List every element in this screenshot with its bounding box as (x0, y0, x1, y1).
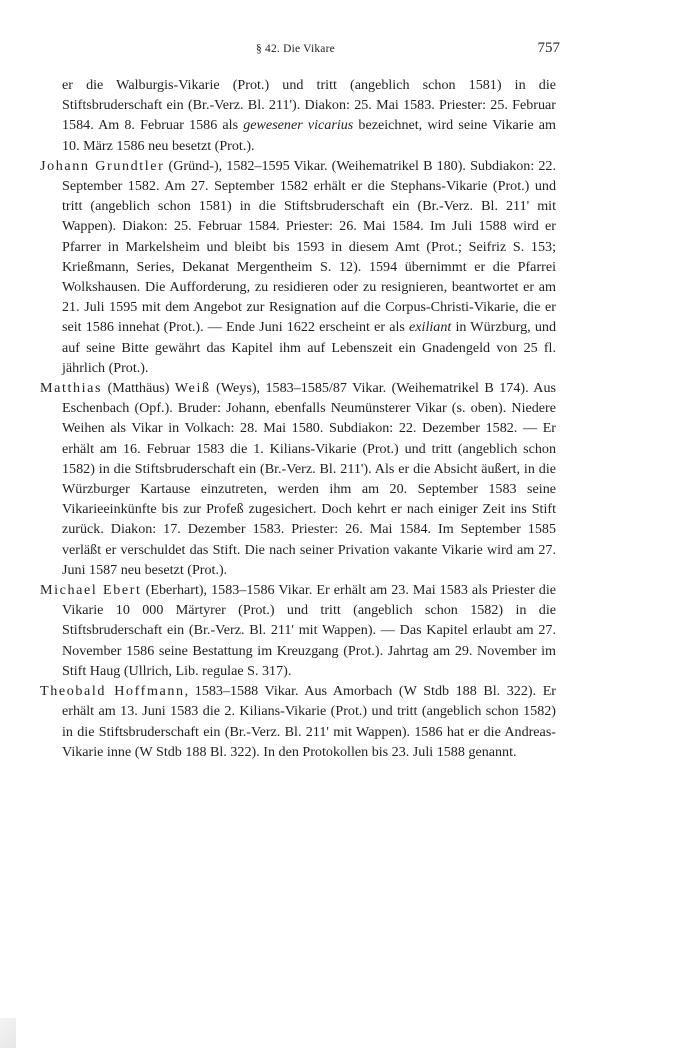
page-header (40, 40, 560, 63)
entry-theobald-hoffmann (40, 681, 556, 762)
body-text (40, 75, 556, 762)
entry-continuation (40, 75, 556, 156)
entry-michael-ebert (40, 580, 556, 681)
entry-italic: exiliant (409, 319, 452, 336)
entry-matthias-weiss (40, 378, 556, 580)
running-head: § 42. Die Vikare (256, 43, 335, 55)
entry-text-tail: bezeichnet, wird seine Vikarie am 10. März 1586 neu besetzt (Prot.). (62, 117, 556, 154)
person-name: Theobald Hoffmann (40, 683, 185, 700)
entry-text: (Eberhart), 1583–1586 Vikar. Er erhält am 23. Mai 1583 als Priester die Vikarie 10 000 Märtyrer (Prot.) und tritt (angeblich schon 1582) in die Stiftsbruderschaft ein (Br.-Verz. Bl. 211' mit Wappen). — Das Kapitel erlaubt am 27. November 1586 seine Bestattung im Kreuzgang (Prot.). Jahrtag am 29. November im Stift Haug (Ullrich, Lib. regulae S. 317). (62, 582, 556, 679)
entry-italic: gewesener vicarius (243, 117, 354, 134)
scan-corner-shadow (0, 1018, 16, 1048)
person-name-variant: (Matthäus) (102, 380, 175, 397)
page-number: 757 (537, 40, 560, 56)
person-name-first: Matthias (40, 380, 103, 397)
entry-text-tail: in Würzburg, und auf seine Bitte gewährt das Kapitel ihm auf Lebenszeit ein Gnadengeld von 25 fl. jährlich (Prot.). (62, 319, 556, 376)
person-name: Johann Grundtler (40, 157, 165, 174)
person-name-last: Weiß (174, 380, 211, 397)
entry-text: , 1583–1588 Vikar. Aus Amorbach (W Stdb 188 Bl. 322). Er erhält am 13. Juni 1583 die 2. Kilians-Vikarie (Prot.) und tritt (angeblich schon 1582) in die Stiftsbruderschaft ein (Br.-Verz. Bl. 211' mit Wappen). 1586 hat er die Andreas-Vikarie inne (W Stdb 188 Bl. 322). In den Protokollen bis 23. Juli 1588 genannt. (62, 683, 556, 760)
entry-text: er die Walburgis-Vikarie (Prot.) und tritt (angeblich schon 1581) in die Stiftsbruderschaft ein (Br.-Verz. Bl. 211'). Diakon: 25. Mai 1583. Priester: 25. Februar 1584. Am 8. Februar 1586 als (62, 77, 556, 134)
entry-johann-grundtler (40, 156, 556, 378)
person-name: Michael Ebert (40, 582, 142, 599)
entry-text: (Gründ-), 1582–1595 Vikar. (Weihematrikel B 180). Subdiakon: 22. September 1582. Am 27. September 1582 erhält er die Stephans-Vikarie (Prot.) und tritt (angeblich schon 1581) in die Stiftsbruderschaft ein (Br.-Verz. Bl. 211' mit Wappen). Diakon: 25. Februar 1584. Priester: 26. Mai 1584. Im Juli 1588 wird er Pfarrer in Markelsheim und bleibt bis 1593 in diesem Amt (Prot.; Seifriz S. 153; Krießmann, Series, Dekanat Mergentheim S. 12). 1594 übernimmt er die Pfarrei Wolkshausen. Die Aufforderung, zu residieren oder zu resignieren, beantwortet er am 21. Juli 1595 mit dem Angebot zur Resignation auf die Corpus-Christi-Vikarie, die er seit 1586 innehat (Prot.). — Ende Juni 1622 erscheint er als (62, 157, 557, 336)
entry-text: (Weys), 1583–1585/87 Vikar. (Weihematrikel B 174). Aus Eschenbach (Opf.). Bruder: Johann, ebenfalls Neumünsterer Vikar (s. oben). Niedere Weihen als Vikar in Volkach: 28. Mai 1580. Subdiakon: 22. Dezember 1582. — Er erhält am 16. Februar 1583 die 1. Kilians-Vikarie (Prot.) und tritt (angeblich schon 1582) in die Stiftsbruderschaft ein (Br.-Verz. Bl. 211'). Als er die Absicht äußert, in die Würzburger Kartause einzutreten, werden ihm am 20. September 1583 seine Vikarieeinkünfte bis zur Profeß zugesichert. Doch kehrt er nach einiger Zeit ins Stift zurück. Diakon: 17. Dezember 1583. Priester: 26. Mai 1584. Im September 1585 verläßt er verschuldet das Stift. Die nach seiner Privation vakante Vikarie wird am 27. Juni 1587 neu besetzt (Prot.). (62, 380, 556, 578)
